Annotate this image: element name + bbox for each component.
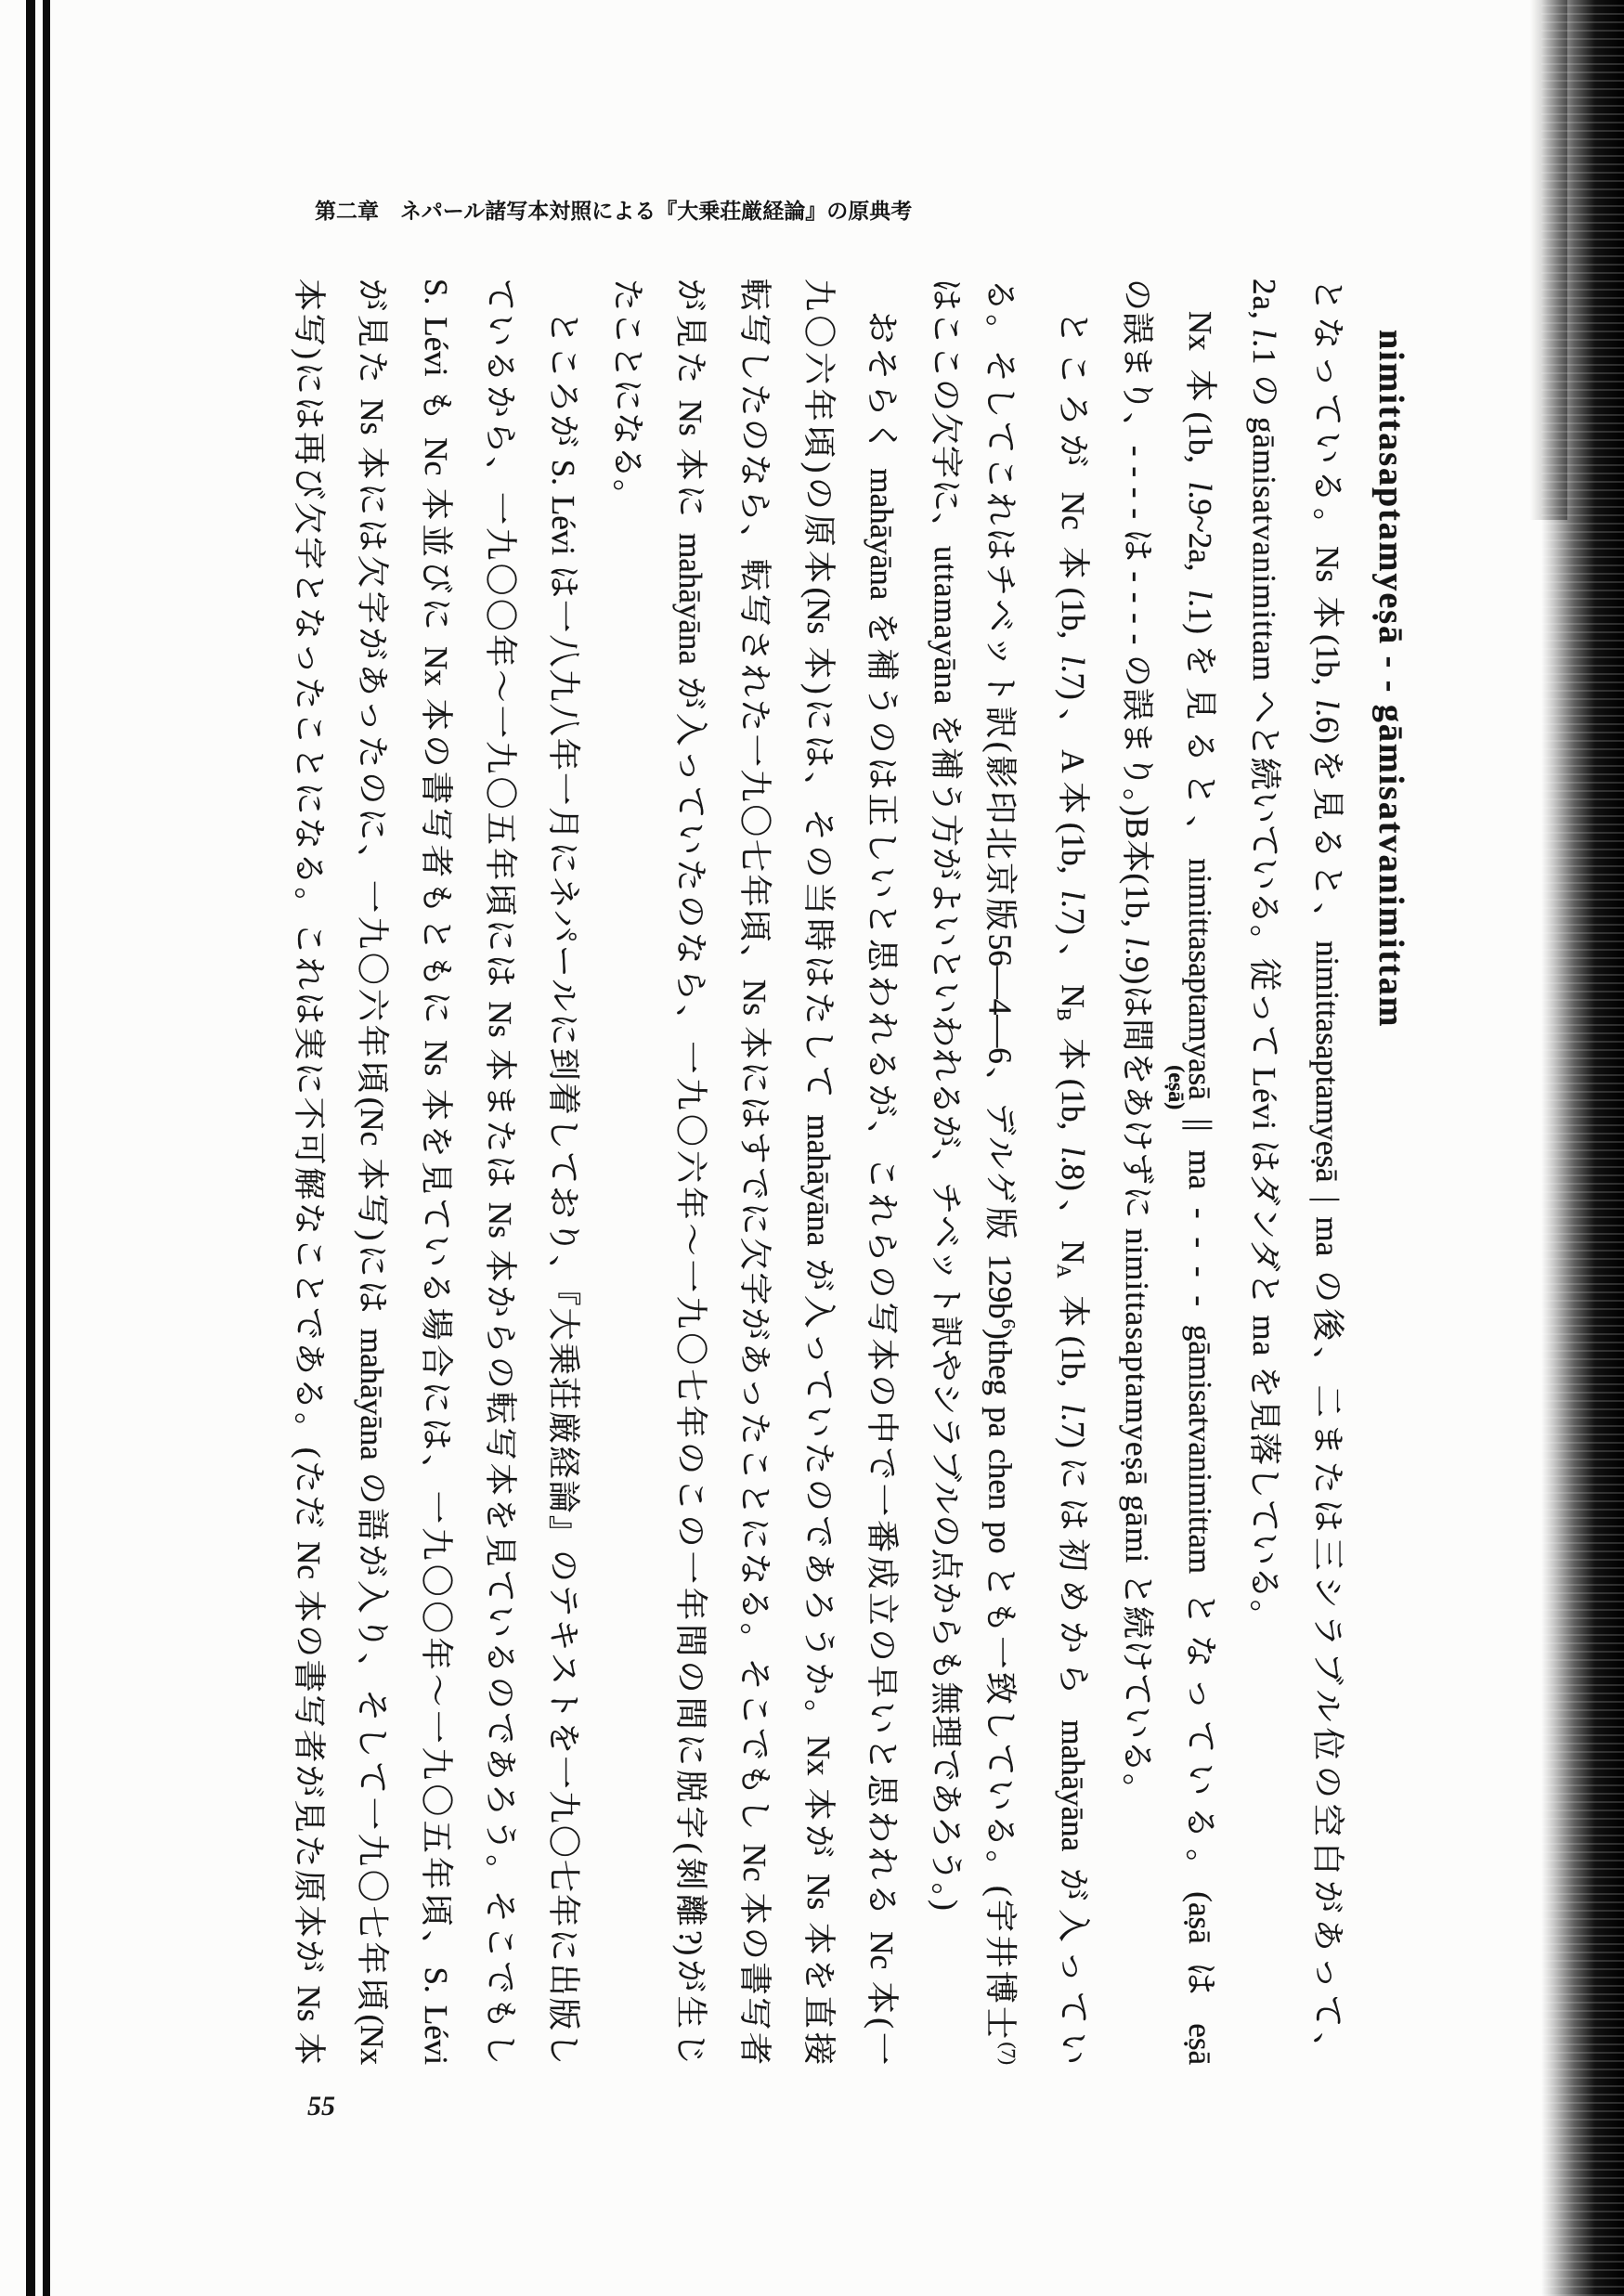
ruby-group [1163, 1042, 1219, 1110]
text-run: 本写)には再び欠字となったことになる。これは実に不可解なことである。(ただ Nc 本の書写者が見た原本が Ns 本 [290, 279, 327, 2065]
text-line [1231, 279, 1295, 2065]
text-run: .7)、N [1055, 900, 1092, 1008]
text-line [531, 279, 595, 2065]
text-run: ているから、一九〇〇年～一九〇五年頃には Ns 本または Ns 本からの転写本を見ているのであろう。そこでもし [481, 279, 518, 2065]
body-text [276, 279, 1423, 2065]
text-run: .7)、A本(1b, [1055, 664, 1092, 891]
text-run: .7)には初めから mahāyāna が入ってい [1055, 1413, 1092, 2066]
ruby-annotation: (eṣā) [1163, 1065, 1189, 1110]
text-run: 本(1b, [1055, 1278, 1092, 1405]
text-line [276, 279, 340, 2065]
italic-run: l [1309, 699, 1346, 709]
text-line [594, 279, 658, 2065]
italic-run: l [1182, 590, 1219, 600]
italic-run: l [1055, 655, 1092, 665]
italic-run: l [1055, 1147, 1092, 1156]
text-line [913, 279, 977, 2065]
left-edge-rule [43, 0, 50, 2296]
quoted-sanskrit-line [1358, 279, 1423, 2065]
text-run: || ma - - - - gāmisatvanimittam となっている。(aṣā は eṣā [1182, 1099, 1219, 2065]
subscript: B [1052, 1007, 1075, 1021]
text-line [340, 279, 404, 2065]
ruby-base: yasā [1182, 1042, 1219, 1100]
italic-run: l [1118, 937, 1155, 948]
text-run: .9)は間をあけずに nimittasaptamyeṣā gāmi と続けている。 [1118, 947, 1155, 1808]
text-line [721, 279, 786, 2065]
text-run: る。そしてこれはチベット訳(影印北京版56―4―6、デルゲ版 129b [981, 279, 1019, 1319]
binding-shadow [1541, 0, 1624, 2296]
text-run: .8)、N [1055, 1155, 1092, 1265]
text-run: 九〇六年頃)の原本(Ns 本)には、その当時はたして mahāyāna が入っていたのであろうか。Nx 本が Ns 本を直接 [799, 279, 837, 2065]
text-run: はここの欠字に、uttamayāna を補う方がよいといわれるが、チベット訳やシラブルの点からも無理であろう。) [927, 279, 964, 1912]
text-run: Nx 本(1b, [1182, 311, 1219, 482]
text-line [1040, 279, 1104, 2065]
text-run: の誤まり、- - - - は - - - - の誤まり。)B本(1b, [1118, 279, 1155, 938]
text-run: nimittasaptamyeṣā - - gāmisatvanimittam [1371, 330, 1410, 1029]
text-run: が見た Ns 本には欠字があったのに、一九〇六年頃(Nc 本写)には mahāyāna の語が入り、そして一九〇七年頃(Nx [354, 279, 391, 2065]
left-edge-rule [26, 0, 35, 2296]
text-run: ところが Nc 本(1b, [1055, 311, 1092, 656]
text-run: )theg pa chen po とも一致している。(宇井博士 [981, 1329, 1019, 2043]
text-run: 本(1b, [1055, 1020, 1092, 1148]
text-line [658, 279, 722, 2065]
italic-run: l [1182, 481, 1219, 491]
text-run: たことになる。 [608, 279, 645, 513]
text-run: となっている。Ns 本(1b, [1309, 279, 1346, 700]
text-line [786, 279, 850, 2065]
text-run: が見た Ns 本に mahāyāna が入っていたのなら、一九〇六年～一九〇七年のこの一年間の間に脱字(剝離?)が生じ [672, 279, 709, 2065]
text-line [977, 279, 1041, 2065]
text-line [1295, 279, 1359, 2065]
page-number: 55 [307, 2091, 335, 2121]
text-line [850, 279, 914, 2065]
text-run: 転写したのなら、転写された一九〇七年頃、Ns 本にはすでに欠字があったことになる。そこでもし Nc 本の書写者 [736, 279, 773, 2065]
italic-run: l [1245, 329, 1282, 340]
text-run: S. Lévi も Nc 本並びに Nx 本の書写者もともに Ns 本を見ている場合には、一九〇〇年～一九〇五年頃、S. Lévi [418, 279, 455, 2065]
text-line [404, 279, 468, 2065]
text-line [467, 279, 531, 2065]
italic-run: l [1055, 1404, 1092, 1413]
subscript: A [1052, 1264, 1075, 1278]
text-run: ところが S. Lévi は一八九八年一月にネパールに到着しており、『大乗荘厳経論』のテキストを一九〇七年に出版し [545, 311, 582, 2065]
text-run: .1 の gāmisatvanimittam へと続いている。従って Lévi はダンダと ma を見落している。 [1245, 339, 1282, 1633]
superscript: 6 [997, 1318, 1020, 1330]
text-line [1163, 279, 1232, 2065]
text-run: .6)を見ると、nimittasaptamyeṣā | ma の後、二または三シラブル位の空白があって、 [1309, 708, 1346, 2065]
text-run: .1)を見ると、nimittasaptam [1182, 599, 1219, 1043]
text-line [1104, 279, 1168, 2065]
text-run: 2a, [1245, 279, 1282, 330]
text-run: .9~2a, [1182, 490, 1219, 590]
running-header: 第二章 ネパール諸写本対照による『大乗荘厳経論』の原典考 [315, 199, 913, 224]
italic-run: l [1055, 890, 1092, 901]
superscript: (7) [997, 2042, 1020, 2065]
text-run: おそらく mahāyāna を補うのは正しいと思われるが、これらの写本の中で一番成立の早いと思われる Nc 本(一 [864, 311, 901, 2065]
